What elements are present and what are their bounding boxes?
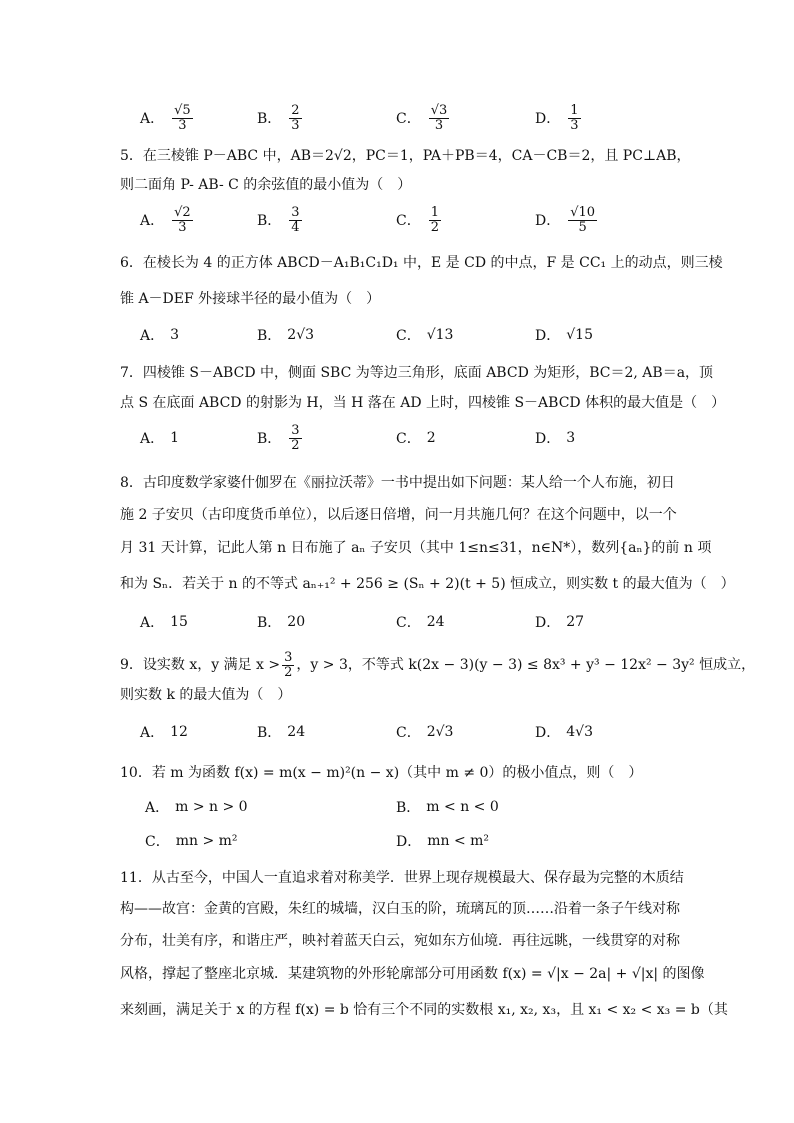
q5-stem-line1: 5．在三棱锥 P－ABC 中，AB＝2√2，PC＝1，PA＋PB＝4，CA－CB＝2，且 PC⊥AB， [120,148,691,164]
q7-stem-line2: 点 S 在底面 ABCD 的射影为 H，当 H 落在 AD 上时，四棱锥 S－ABCD 体积的最大值是（ ） [120,395,726,411]
q8-stem-line1: 8．古印度数学家婆什伽罗在《丽拉沃蒂》一书中提出如下问题：某人给一个人布施，初日 [120,475,675,491]
q11-stem-line5: 来刻画，满足关于 x 的方程 f(x) = b 恰有三个不同的实数根 x₁, x₂, x₃，且 x₁ < x₂ < x₃ = b（其 [120,1002,728,1018]
q7-option-a[interactable]: A． 1 [140,430,180,447]
q4-option-d[interactable]: D． $\frac{1}{3}$ [535,102,579,133]
q5-options [140,203,680,237]
q9-stem-line2: 则实数 k 的最大值为（ ） [120,687,292,703]
q11-stem-line2: 构——故宫：金黄的宫殿，朱红的城墙，汉白玉的阶，琉璃瓦的顶……沿着一条子午线对称 [120,901,680,917]
fraction: $\frac{1}{3}$ [570,102,579,133]
q5-option-a[interactable]: A． $\frac{√2}{3}$ [140,204,191,235]
q4-options [140,101,680,135]
q11-stem-line4: 风格，撑起了整座北京城．某建筑物的外形轮廓部分可用函数 f(x) = √|x − 2a| + √|x| 的图像 [120,966,705,982]
fraction: $\frac{1}{2}$ [430,204,439,235]
q7-option-b[interactable]: B． $\frac{3}{2}$ [257,422,300,453]
q6-stem-line1: 6．在棱长为 4 的正方体 ABCD－A₁B₁C₁D₁ 中，E 是 CD 的中点，F 是 CC₁ 上的动点，则三棱 [120,255,723,271]
fraction: $\frac{√5}{3}$ [174,102,191,133]
q7-option-d[interactable]: D． 3 [535,430,576,447]
q9-stem-line1: 9．设实数 x，y 满足 x > $\frac{3}{2}$ ，y > 3，不等式 k(2x − 3)(y − 3) ≤ 8x³ + y³ − 12x² − 3y² 恒成立， [120,649,756,680]
q8-stem-line3: 月 31 天计算，记此人第 n 日布施了 aₙ 子安贝（其中 1≤n≤31，n∈N*），数列{aₙ}的前 n 项 [120,540,712,556]
q7-stem-line1: 7．四棱锥 S－ABCD 中，侧面 SBC 为等边三角形，底面 ABCD 为矩形，BC＝2, AB＝a，顶 [120,365,714,381]
q9-options [140,720,680,744]
q5-option-d[interactable]: D． $\frac{√10}{5}$ [535,204,596,235]
q6-option-a[interactable]: A． 3 [140,327,180,344]
q4-option-b[interactable]: B． $\frac{2}{3}$ [257,102,300,133]
q11-stem-line1: 11．从古至今，中国人一直追求着对称美学．世界上现存规模最大、保存最为完整的木质结 [120,870,684,886]
q5-option-b[interactable]: B． $\frac{3}{4}$ [257,204,300,235]
fraction: $\frac{√3}{3}$ [430,102,448,133]
q8-options [140,610,680,634]
fraction: $\frac{√2}{3}$ [174,204,191,235]
fraction: $\frac{3}{4}$ [291,204,300,235]
q8-option-c[interactable]: C． 24 [396,614,445,631]
q6-option-d[interactable]: D． √15 [535,327,593,344]
q6-option-c[interactable]: C． √13 [396,327,454,344]
fraction: $\frac{√10}{5}$ [570,204,596,235]
q8-option-a[interactable]: A． 15 [140,614,188,631]
q9-option-c[interactable]: C． 2√3 [396,724,454,741]
q10-option-c[interactable]: C． mn > m² [145,833,238,850]
fraction: $\frac{3}{2}$ [291,422,300,453]
q9-option-a[interactable]: A． 12 [140,724,188,741]
q10-option-a[interactable]: A． m > n > 0 [145,799,248,816]
q10-option-d[interactable]: D． mn < m² [396,833,490,850]
q9-option-d[interactable]: D． 4√3 [535,724,593,741]
q7-options [140,421,680,455]
q5-option-c[interactable]: C． $\frac{1}{2}$ [396,204,439,235]
q8-stem-line4: 和为 Sₙ．若关于 n 的不等式 aₙ₊₁² + 256 ≥ (Sₙ + 2)(t + 5) 恒成立，则实数 t 的最大值为（ ） [120,576,735,592]
q6-options [140,323,680,347]
q10-options-row2 [140,829,680,853]
q8-option-b[interactable]: B． 20 [257,614,306,631]
q10-option-b[interactable]: B． m < n < 0 [396,799,499,816]
q7-option-c[interactable]: C． 2 [396,430,436,447]
q4-option-c[interactable]: C． $\frac{√3}{3}$ [396,102,448,133]
q10-stem: 10．若 m 为函数 f(x) = m(x − m)²(n − x)（其中 m ≠ 0）的极小值点，则（ ） [120,765,643,781]
fraction: $\frac{3}{2}$ [284,649,293,680]
q11-stem-line3: 分布，壮美有序，和谐庄严，映衬着蓝天白云，宛如东方仙境．再往远眺，一线贯穿的对称 [120,933,680,949]
q10-options-row1 [140,795,680,819]
q9-option-b[interactable]: B． 24 [257,724,306,741]
q6-option-b[interactable]: B． 2√3 [257,327,315,344]
q8-stem-line2: 施 2 子安贝（古印度货币单位），以后逐日倍增，问一月共施几何？在这个问题中，以一个 [120,507,677,523]
fraction: $\frac{2}{3}$ [291,102,300,133]
q8-option-d[interactable]: D． 27 [535,614,585,631]
q5-stem-line2: 则二面角 P- AB- C 的余弦值的最小值为（ ） [120,177,412,193]
q6-stem-line2: 锥 A－DEF 外接球半径的最小值为（ ） [120,291,381,307]
q4-option-a[interactable]: A． $\frac{√5}{3}$ [140,102,191,133]
